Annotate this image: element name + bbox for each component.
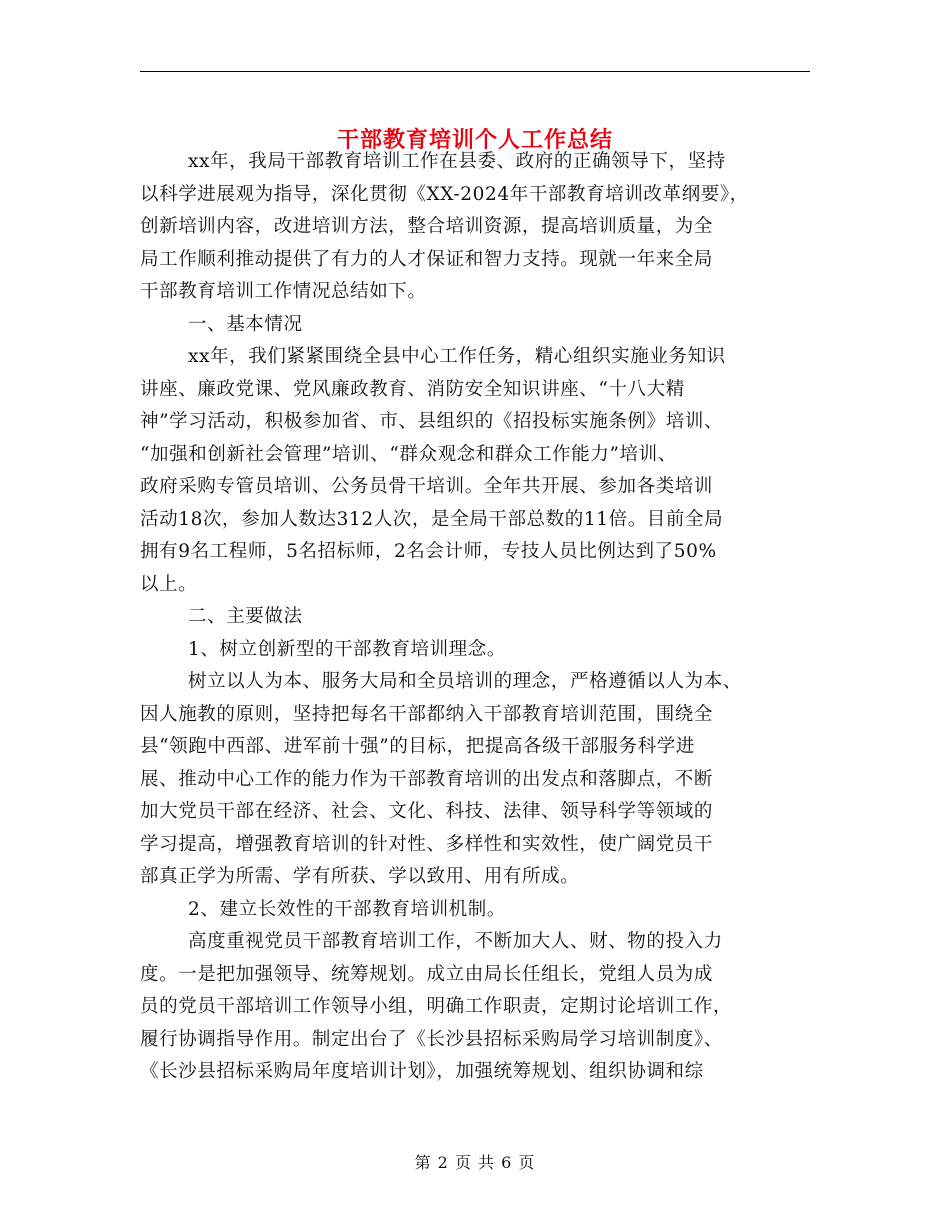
body-line: 部真正学为所需、学有所获、学以致用、用有所成。	[140, 866, 580, 887]
body-line: 展、推动中心工作的能力作为干部教育培训的出发点和落脚点，不断	[140, 768, 714, 790]
document-body	[140, 146, 816, 1089]
body-line: 县“领跑中西部、进军前十强”的目标，把提高各级干部服务科学进	[140, 736, 695, 757]
body-line: 因人施教的原则，坚持把每名干部都纳入干部教育培训范围，围绕全	[140, 703, 714, 725]
document-title: 干部教育培训个人工作总结	[336, 126, 613, 153]
body-line: 《长沙县招标采购局年度培训计划》，加强统筹规划、组织协调和综	[140, 1061, 704, 1082]
body-line: 干部教育培训工作情况总结如下。	[140, 281, 427, 302]
header-rule	[140, 71, 810, 72]
body-line: 高度重视党员干部教育培训工作，不断加大人、财、物的投入力	[188, 931, 723, 952]
body-line: 神”学习活动，积极参加省、市、县组织的《招投标实施条例》培训、	[140, 411, 724, 432]
body-line: 创新培训内容，改进培训方法，整合培训资源，提高培训质量，为全	[140, 216, 714, 237]
body-line: 拥有9名工程师，5名招标师，2名会计师，专技人员比例达到了50%	[140, 541, 717, 562]
body-line: 讲座、廉政党课、党风廉政教育、消防安全知识讲座、“十八大精	[140, 378, 685, 400]
body-line: 加大党员干部在经济、社会、文化、科技、法律、领导科学等领域的	[140, 801, 714, 822]
subsection-heading: 1、树立创新型的干部教育培训理念。	[188, 638, 506, 660]
body-line: 员的党员干部培训工作领导小组，明确工作职责，定期讨论培训工作，	[140, 996, 733, 1017]
body-line: 局工作顺利推动提供了有力的人才保证和智力支持。现就一年来全局	[140, 248, 714, 270]
body-line: “加强和创新社会管理”培训、“群众观念和群众工作能力”培训、	[140, 443, 677, 465]
body-line: xx年，我局干部教育培训工作在县委、政府的正确领导下，坚持	[188, 151, 726, 172]
body-line: 履行协调指导作用。制定出台了《长沙县招标采购局学习培训制度》、	[140, 1028, 723, 1050]
body-line: 政府采购专管员培训、公务员骨干培训。全年共开展、参加各类培训	[140, 476, 714, 497]
body-line: 度。一是把加强领导、统筹规划。成立由局长任组长，党组人员为成	[140, 963, 714, 985]
body-line: 活动18次，参加人数达312人次，是全局干部总数的11倍。目前全局	[140, 508, 724, 530]
body-line: xx年，我们紧紧围绕全县中心工作任务，精心组织实施业务知识	[188, 346, 726, 367]
body-line: 以上。	[140, 573, 198, 595]
subsection-heading: 2、建立长效性的干部教育培训机制。	[188, 898, 506, 920]
body-line: 以科学进展观为指导，深化贯彻《XX-2024年干部教育培训改革纲要》，	[140, 183, 749, 205]
section-heading: 一、基本情况	[188, 313, 303, 335]
page-number-footer: 第 2 页 共 6 页	[414, 1153, 536, 1172]
section-heading: 二、主要做法	[188, 606, 303, 627]
body-line: 树立以人为本、服务大局和全员培训的理念，严格遵循以人为本、	[188, 671, 742, 692]
body-line: 学习提高，增强教育培训的针对性、多样性和实效性，使广阔党员干	[140, 833, 714, 855]
